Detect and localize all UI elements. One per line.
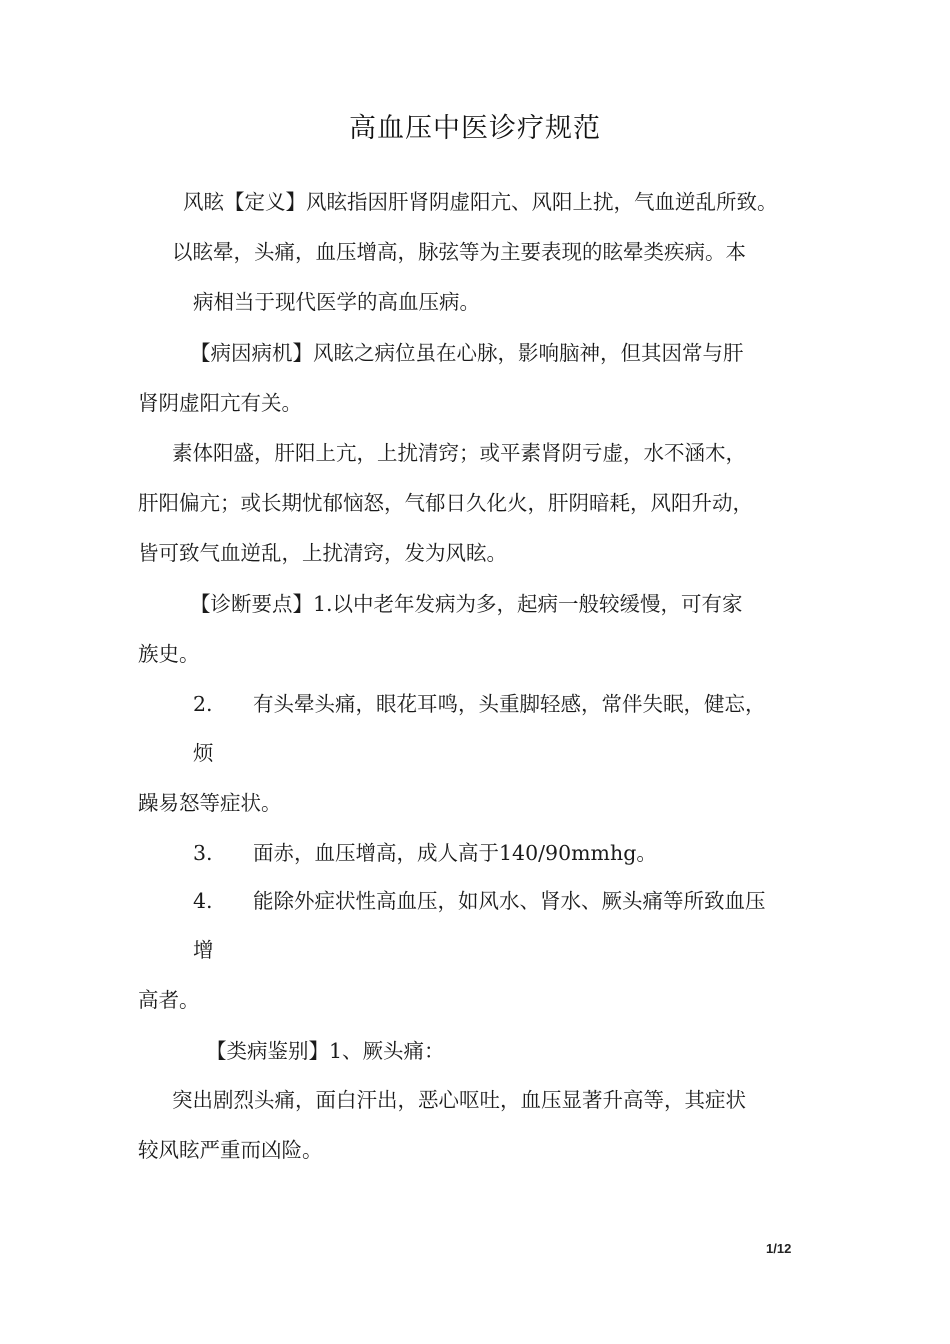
document-title: 高血压中医诊疗规范 [349,113,601,144]
paragraph-line: 较风眩严重而凶险。 [138,1138,323,1162]
list-item-text: 能除外症状性高血压，如风水、肾水、厥头痛等所致血压 [253,889,766,913]
paragraph-line: 皆可致气血逆乱，上扰清窍，发为风眩。 [138,541,507,565]
paragraph-line: 风眩【定义】风眩指因肝肾阴虚阳亢、风阳上扰，气血逆乱所致。 [183,190,778,214]
paragraph-line: 烦 [193,741,214,765]
page-number: 1/12 [766,1241,792,1256]
paragraph-line: 躁易怒等症状。 [138,791,282,815]
paragraph-line: 肝阳偏亢；或长期忧郁恼怒，气郁日久化火，肝阴暗耗，风阳升动， [138,491,753,515]
paragraph-line: 增 [193,938,214,962]
paragraph-line: 【诊断要点】1.以中老年发病为多，起病一般较缓慢，可有家 [190,592,743,616]
paragraph-line: 【病因病机】风眩之病位虽在心脉，影响脑神，但其因常与肝 [190,341,744,365]
paragraph-line: 族史。 [138,642,200,666]
paragraph-line: 突出剧烈头痛，面白汗出，恶心呕吐，血压显著升高等，其症状 [172,1088,746,1112]
paragraph-line: 肾阴虚阳亢有关。 [138,391,302,415]
list-item-text: 有头晕头痛，眼花耳鸣，头重脚轻感，常伴失眠，健忘， [253,692,766,716]
paragraph-line: 病相当于现代医学的高血压病。 [193,290,480,314]
list-item-text: 面赤，血压增高，成人高于140/90mmhg。 [253,841,657,865]
list-number: 3. [193,841,213,865]
paragraph-line: 高者。 [138,988,200,1012]
paragraph-line: 素体阳盛，肝阳上亢，上扰清窍；或平素肾阴亏虚，水不涵木， [172,441,746,465]
list-number: 2. [193,692,213,716]
list-number: 4. [193,889,213,913]
paragraph-line: 以眩晕，头痛，血压增高，脉弦等为主要表现的眩晕类疾病。本 [172,240,746,264]
paragraph-line: 【类病鉴别】1、厥头痛： [206,1039,445,1063]
